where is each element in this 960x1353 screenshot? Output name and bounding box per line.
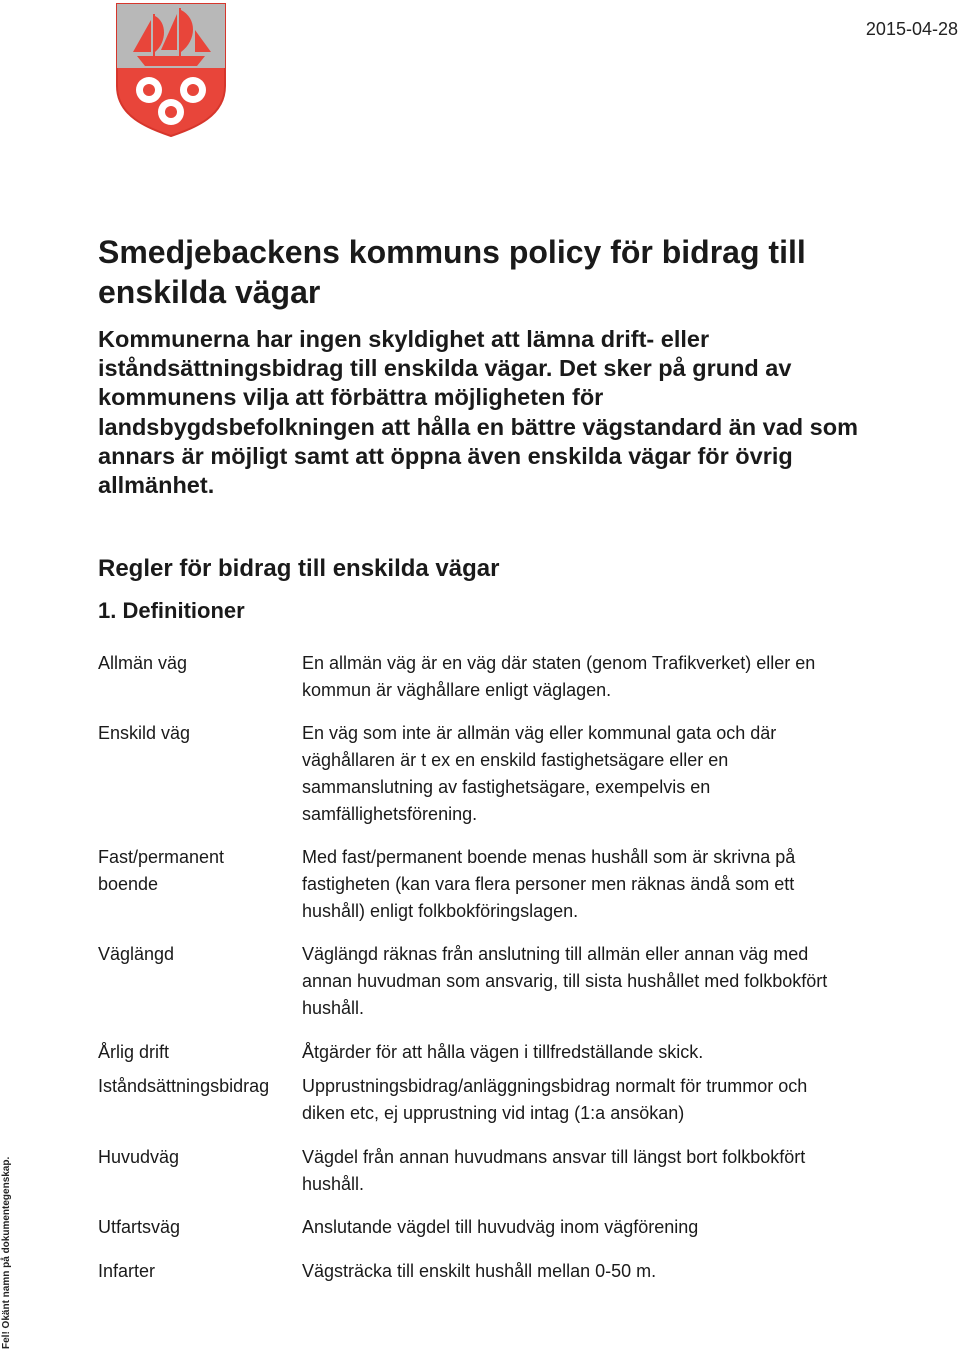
definition-term: Årlig drift — [98, 1042, 170, 1062]
definition-term: Allmän väg — [98, 653, 188, 673]
definition-term: Huvudväg — [98, 1147, 180, 1167]
definition-description: Vägdel från annan huvudmans ansvar till längst bort folkbokfört hushåll. — [302, 1147, 806, 1194]
definition-description: En väg som inte är allmän väg eller kommunal gata och där väghållaren är t ex en enskild fastighetsägare eller en sammanslutning av fastighetsägare, exempelvis en samfällighetsförening. — [302, 723, 777, 824]
document-date: 2015-04-28 — [865, 19, 958, 39]
definition-term: Utfartsväg — [98, 1217, 181, 1237]
definition-description: Åtgärder för att hålla vägen i tillfredställande skick. — [302, 1042, 704, 1062]
definition-term: Infarter — [98, 1261, 156, 1281]
definition-term: Fast/permanent boende — [98, 847, 225, 894]
definition-description: Upprustningsbidrag/anläggningsbidrag normalt för trummor och diken etc, ej upprustning vid intag (1:a ansökan) — [302, 1076, 808, 1123]
definitions-heading: 1. Definitioner — [98, 598, 245, 623]
rules-heading: Regler för bidrag till enskilda vägar — [98, 555, 500, 582]
definition-description: Vägsträcka till enskilt hushåll mellan 0-50 m. — [302, 1261, 657, 1281]
definition-term: Enskild väg — [98, 723, 191, 743]
definition-description: Väglängd räknas från anslutning till allmän eller annan väg med annan huvudman som ansvarig, till sista hushållet med folkbokfört hushåll. — [302, 944, 828, 1018]
definition-description: En allmän väg är en väg där staten (genom Trafikverket) eller en kommun är väghållare enligt väglagen. — [302, 653, 816, 700]
intro-paragraph: Kommunerna har ingen skyldighet att lämna drift- eller iståndsättningsbidrag till enskilda vägar. Det sker på grund av kommunens vilja att förbättra möjligheten för landsbygdsbefolkningen att hålla en bättre vägstandard än vad som annars är möjligt samt att öppna även enskilda vägar för övrig allmänhet. — [98, 326, 858, 499]
definition-description: Anslutande vägdel till huvudväg inom vägförening — [302, 1217, 699, 1237]
definition-term: Väglängd — [98, 944, 175, 964]
definition-description: Med fast/permanent boende menas hushåll som är skrivna på fastigheten (kan vara flera personer men räknas ändå som ett hushåll) enligt folkbokföringslagen. — [302, 847, 796, 921]
definition-term: Iståndsättningsbidrag — [98, 1076, 270, 1096]
document-title: Smedjebackens kommuns policy för bidrag till enskilda vägar — [98, 234, 806, 310]
document-property-error-note: Fel! Okänt namn på dokumentegenskap. — [1, 1156, 12, 1349]
municipal-coat-of-arms — [115, 2, 227, 138]
